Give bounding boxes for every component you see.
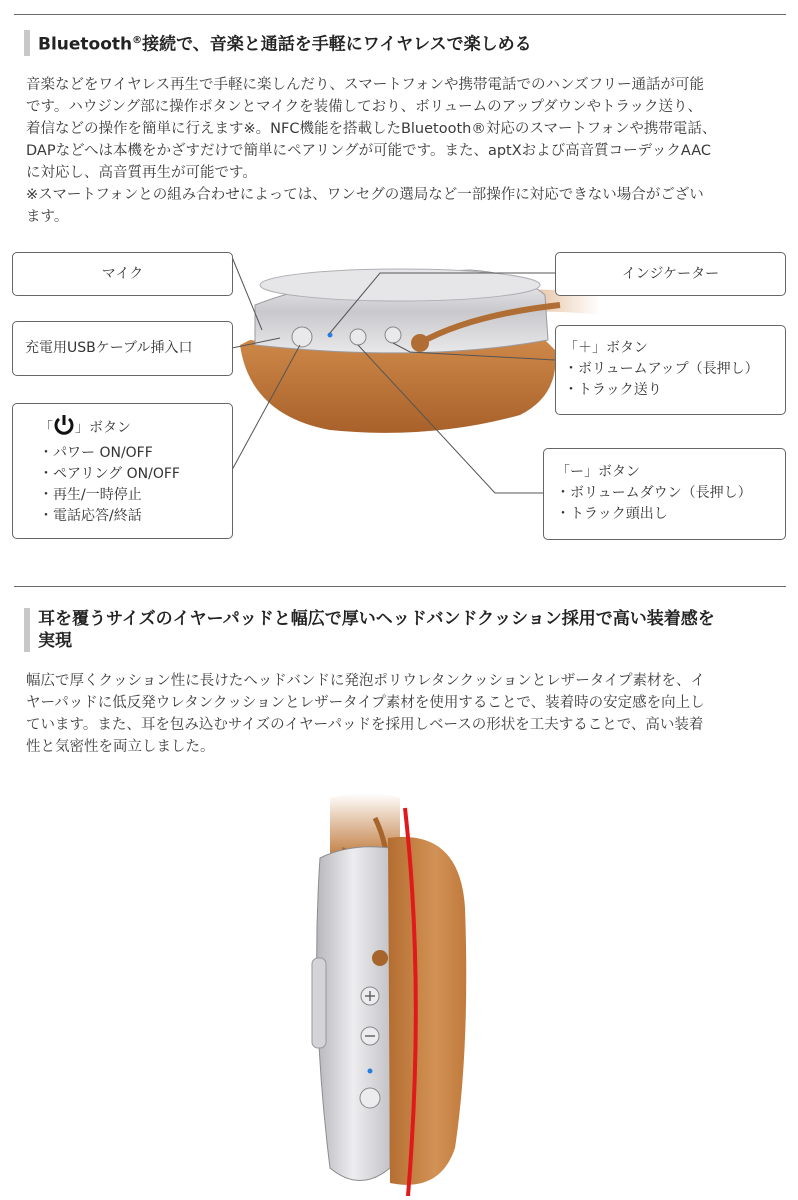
plus-item: ・トラック送り bbox=[564, 382, 662, 398]
usb-callout bbox=[12, 321, 233, 376]
paragraph-line: 性と気密性を両立しました。 bbox=[26, 739, 215, 755]
paragraph-line: ※スマートフォンとの組み合わせによっては、ワンセグの選局など一部操作に対応できない場合がござい bbox=[26, 187, 704, 203]
power-item: ・電話応答/終話 bbox=[39, 508, 142, 524]
plus-callout bbox=[555, 325, 786, 415]
paragraph-line: 音楽などをワイヤレス再生で手軽に楽しんだり、スマートフォンや携帯電話でのハンズフリー通話が可能 bbox=[26, 77, 705, 93]
section2-paragraph bbox=[26, 670, 705, 758]
power-button-side bbox=[360, 1088, 380, 1108]
indicator-led-side bbox=[368, 1069, 373, 1074]
arm-joint-side bbox=[372, 950, 388, 966]
housing-side bbox=[317, 847, 390, 1181]
section-divider bbox=[14, 586, 786, 587]
paragraph-line: DAPなどへは本機をかざすだけで簡単にペアリングが可能です。また、aptXおよび高音質コーデックAAC bbox=[26, 143, 711, 159]
paragraph-line: に対応し、高音質再生が可能です。 bbox=[26, 165, 257, 181]
section1-heading bbox=[24, 30, 532, 56]
power-button-shape bbox=[292, 327, 312, 347]
heading-registered-mark: ® bbox=[132, 35, 143, 46]
section2-heading bbox=[24, 608, 715, 652]
minus-item: ・トラック頭出し bbox=[556, 506, 668, 522]
plus-button-shape bbox=[385, 327, 401, 343]
mic-leader bbox=[232, 257, 262, 330]
mic-callout bbox=[12, 252, 233, 296]
paragraph-line: ています。また、耳を包み込むサイズのイヤーパッドを採用しベースの形状を工夫することで、高い装着 bbox=[26, 717, 704, 733]
minus-callout bbox=[543, 448, 786, 540]
paragraph-line: ヤーパッドに低反発ウレタンクッションとレザータイプ素材を使用することで、装着時の安定感を向上し bbox=[26, 695, 705, 711]
top-divider bbox=[14, 14, 786, 15]
usb-label: 充電用USBケーブル挿入口 bbox=[25, 340, 193, 356]
power-item: ・ペアリング ON/OFF bbox=[39, 466, 180, 482]
arm-joint bbox=[411, 334, 429, 352]
paragraph-line: 幅広で厚くクッション性に長けたヘッドバンドに発泡ポリウレタンクッションとレザータイプ素材を、イ bbox=[26, 673, 706, 689]
indicator-led bbox=[328, 333, 333, 338]
headphone-side-illustration bbox=[290, 788, 490, 1196]
plus-item: ・ボリュームアップ（長押し） bbox=[564, 361, 759, 377]
power-icon bbox=[53, 413, 75, 437]
mic-label: マイク bbox=[101, 266, 144, 282]
housing-edge bbox=[312, 958, 326, 1048]
section1-paragraph bbox=[26, 74, 716, 228]
minus-button-shape bbox=[350, 329, 366, 345]
power-item: ・パワー ON/OFF bbox=[39, 445, 153, 461]
minus-button-title: 「ー」ボタン bbox=[556, 464, 640, 480]
housing-top bbox=[260, 269, 540, 301]
ear-pad-side bbox=[388, 837, 466, 1185]
heading-line: 実現 bbox=[38, 631, 72, 651]
controls-diagram bbox=[0, 245, 798, 550]
paragraph-line: です。ハウジング部に操作ボタンとマイクを装備しており、ボリュームのアップダウンやトラック送り、 bbox=[26, 99, 703, 115]
power-callout bbox=[12, 403, 233, 539]
paragraph-line: 着信などの操作を簡単に行えます※。NFC機能を搭載したBluetooth®対応のスマートフォンや携帯電話、 bbox=[26, 121, 717, 137]
minus-item: ・ボリュームダウン（長押し） bbox=[556, 485, 752, 501]
heading-line: 耳を覆うサイズのイヤーパッドと幅広で厚いヘッドバンドクッション採用で高い装着感を bbox=[38, 609, 715, 629]
heading-text-prefix: Bluetooth bbox=[38, 34, 133, 55]
heading-text-suffix: 接続で、音楽と通話を手軽にワイヤレスで楽しめる bbox=[142, 34, 532, 55]
paragraph-line: ます。 bbox=[26, 209, 69, 225]
indicator-label: インジケーター bbox=[621, 266, 720, 282]
power-button-title: 「 」ボタン bbox=[39, 413, 232, 443]
plus-button-title: 「＋」ボタン bbox=[564, 340, 648, 356]
indicator-callout bbox=[555, 252, 786, 296]
power-item: ・再生/一時停止 bbox=[39, 487, 142, 503]
